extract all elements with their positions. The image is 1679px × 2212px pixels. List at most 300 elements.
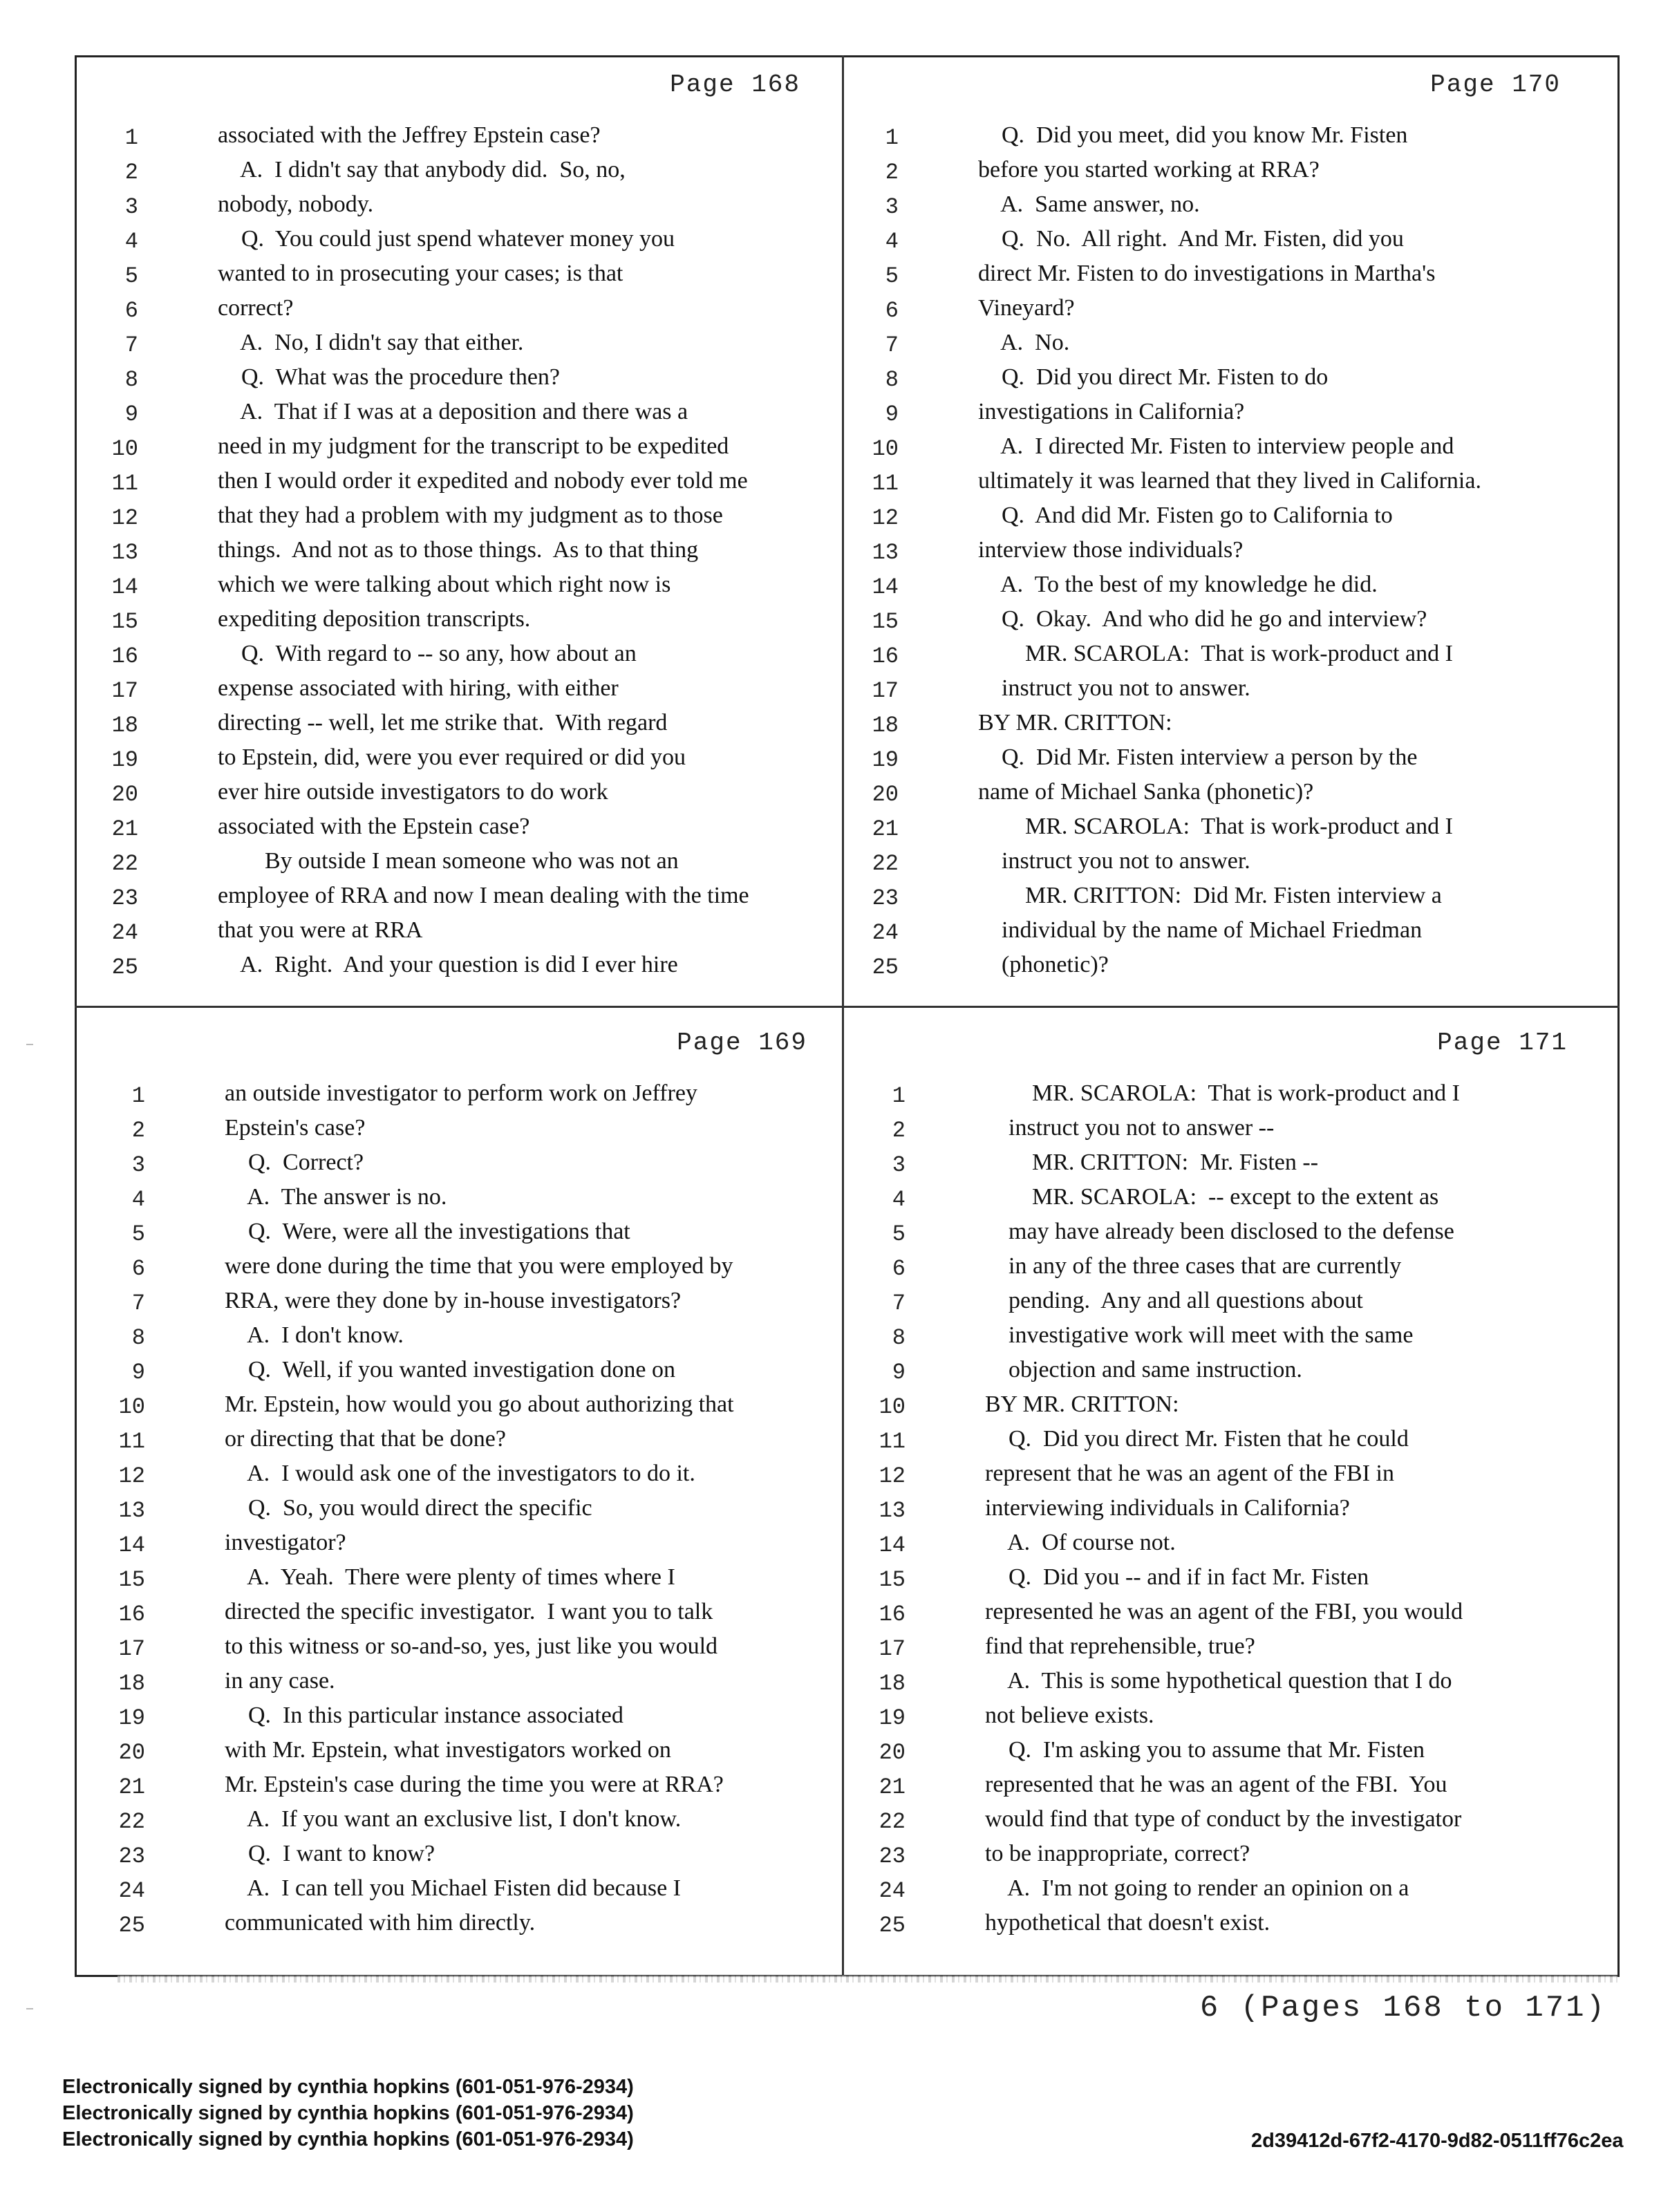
transcript-line: [83, 1703, 836, 1737]
line-text: associated with the Epstein case?: [218, 814, 530, 839]
line-text: Q. Well, if you wanted investigation done on: [225, 1357, 675, 1382]
transcript-line: [76, 606, 829, 641]
transcript-line: [76, 641, 829, 675]
transcript-line: [836, 399, 1590, 433]
line-number: 5: [892, 1221, 906, 1247]
line-number: 3: [885, 194, 899, 220]
transcript-line: [843, 1080, 1597, 1115]
line-number: 9: [131, 1360, 145, 1385]
line-number: 13: [872, 540, 899, 565]
transcript-line: [83, 1841, 836, 1875]
line-number: 6: [131, 1256, 145, 1282]
line-number: 23: [111, 885, 138, 911]
transcript-page-171: [843, 1015, 1597, 1955]
transcript-line: [836, 157, 1590, 191]
horizontal-divider: [75, 1006, 1620, 1008]
line-text: MR. SCAROLA: That is work-product and I: [978, 641, 1453, 666]
line-number: 24: [872, 920, 899, 946]
transcript-line: [83, 1322, 836, 1357]
line-number: 20: [111, 782, 138, 807]
line-number: 18: [111, 713, 138, 738]
line-text: A. To the best of my knowledge he did.: [978, 572, 1378, 597]
transcript-line: [76, 191, 829, 226]
line-text: A. I would ask one of the investigators to do it.: [225, 1461, 695, 1486]
transcript-line: [76, 917, 829, 952]
transcript-line: [843, 1391, 1597, 1426]
line-list: [83, 1080, 836, 1944]
line-number: 19: [111, 747, 138, 773]
line-text: investigator?: [225, 1530, 346, 1555]
transcript-line: [76, 226, 829, 261]
line-text: employee of RRA and now I mean dealing with the time: [218, 883, 749, 908]
line-text: Mr. Epstein, how would you go about authorizing that: [225, 1391, 734, 1417]
line-text: wanted to in prosecuting your cases; is that: [218, 261, 623, 286]
line-text: associated with the Jeffrey Epstein case?: [218, 122, 601, 148]
transcript-line: [836, 606, 1590, 641]
transcript-line: [843, 1910, 1597, 1944]
line-number: 19: [118, 1705, 145, 1731]
transcript-line: [836, 917, 1590, 952]
line-number: 9: [885, 402, 899, 427]
line-text: would find that type of conduct by the investigator: [985, 1806, 1462, 1832]
line-text: to Epstein, did, were you ever required or did you: [218, 744, 686, 770]
line-text: in any of the three cases that are currently: [985, 1253, 1402, 1279]
line-number: 20: [872, 782, 899, 807]
transcript-line: [76, 814, 829, 848]
line-text: A. I directed Mr. Fisten to interview people and: [978, 433, 1454, 459]
transcript-line: [83, 1668, 836, 1703]
line-text: Q. Okay. And who did he go and interview?: [978, 606, 1427, 632]
line-text: that you were at RRA: [218, 917, 423, 943]
transcript-line: [83, 1633, 836, 1668]
line-text: Q. What was the procedure then?: [218, 364, 561, 390]
line-number: 7: [131, 1291, 145, 1316]
line-number: 8: [131, 1325, 145, 1351]
transcript-line: [83, 1737, 836, 1772]
line-number: 1: [124, 125, 138, 151]
line-text: investigative work will meet with the same: [985, 1322, 1414, 1348]
line-text: instruct you not to answer.: [978, 848, 1250, 874]
transcript-line: [843, 1875, 1597, 1910]
line-number: 9: [892, 1360, 906, 1385]
page-range-footer: 6 (Pages 168 to 171): [1199, 1991, 1606, 2025]
line-text: with Mr. Epstein, what investigators worked on: [225, 1737, 671, 1763]
line-text: A. Of course not.: [985, 1530, 1176, 1555]
transcript-line: [76, 675, 829, 710]
line-text: Q. And did Mr. Fisten go to California to: [978, 503, 1393, 528]
line-number: 19: [872, 747, 899, 773]
line-text: objection and same instruction.: [985, 1357, 1302, 1382]
line-text: Q. You could just spend whatever money you: [218, 226, 675, 252]
transcript-line: [76, 848, 829, 883]
line-number: 17: [879, 1636, 906, 1662]
line-text: Q. Did you -- and if in fact Mr. Fisten: [985, 1564, 1369, 1590]
transcript-line: [83, 1530, 836, 1564]
line-text: interviewing individuals in California?: [985, 1495, 1350, 1521]
line-number: 2: [131, 1118, 145, 1143]
scan-edge-mark: [26, 2008, 33, 2009]
line-list: [836, 122, 1590, 986]
line-number: 24: [118, 1878, 145, 1904]
line-number: 20: [879, 1740, 906, 1765]
line-number: 12: [872, 505, 899, 531]
line-text: to be inappropriate, correct?: [985, 1841, 1250, 1866]
transcript-line: [843, 1564, 1597, 1599]
line-number: 12: [118, 1463, 145, 1489]
transcript-line: [836, 572, 1590, 606]
line-text: Q. I'm asking you to assume that Mr. Fisten: [985, 1737, 1425, 1763]
transcript-line: [843, 1633, 1597, 1668]
line-number: 18: [872, 713, 899, 738]
line-number: 15: [879, 1567, 906, 1593]
line-number: 5: [885, 263, 899, 289]
page-label: Page 171: [1437, 1029, 1568, 1057]
line-text: directing -- well, let me strike that. With regard: [218, 710, 668, 735]
line-number: 14: [879, 1533, 906, 1558]
page-label: Page 170: [1430, 71, 1561, 99]
transcript-line: [83, 1772, 836, 1806]
transcript-line: [836, 848, 1590, 883]
transcript-line: [836, 503, 1590, 537]
line-text: Q. Correct?: [225, 1150, 364, 1175]
line-text: instruct you not to answer.: [978, 675, 1250, 701]
line-text: need in my judgment for the transcript to be expedited: [218, 433, 729, 459]
transcript-page-168: [76, 57, 829, 997]
transcript-line: [843, 1150, 1597, 1184]
transcript-line: [76, 503, 829, 537]
line-number: 7: [124, 332, 138, 358]
line-number: 17: [111, 678, 138, 704]
transcript-line: [843, 1772, 1597, 1806]
line-text: represent that he was an agent of the FBI in: [985, 1461, 1394, 1486]
line-number: 18: [118, 1671, 145, 1696]
line-text: expediting deposition transcripts.: [218, 606, 531, 632]
transcript-line: [76, 710, 829, 744]
transcript-line: [836, 364, 1590, 399]
line-number: 2: [124, 160, 138, 185]
transcript-line: [83, 1599, 836, 1633]
transcript-line: [843, 1495, 1597, 1530]
line-number: 25: [872, 955, 899, 980]
transcript-line: [76, 883, 829, 917]
line-text: Q. Were, were all the investigations that: [225, 1219, 630, 1244]
line-number: 6: [124, 298, 138, 324]
line-number: 23: [118, 1844, 145, 1869]
line-text: Epstein's case?: [225, 1115, 366, 1141]
line-number: 13: [879, 1498, 906, 1524]
line-number: 1: [131, 1083, 145, 1109]
line-text: A. That if I was at a deposition and there was a: [218, 399, 688, 424]
line-number: 2: [885, 160, 899, 185]
transcript-line: [83, 1426, 836, 1461]
line-text: ultimately it was learned that they lived in California.: [978, 468, 1481, 494]
line-text: A. I didn't say that anybody did. So, no,: [218, 157, 626, 182]
line-text: A. If you want an exclusive list, I don't know.: [225, 1806, 682, 1832]
line-text: represented that he was an agent of the FBI. You: [985, 1772, 1447, 1797]
transcript-line: [836, 433, 1590, 468]
line-text: A. Same answer, no.: [978, 191, 1200, 217]
line-number: 25: [111, 955, 138, 980]
line-text: MR. SCAROLA: -- except to the extent as: [985, 1184, 1439, 1210]
line-text: things. And not as to those things. As to that thing: [218, 537, 699, 563]
line-number: 7: [885, 332, 899, 358]
transcript-line: [76, 261, 829, 295]
line-text: name of Michael Sanka (phonetic)?: [978, 779, 1314, 805]
transcript-line: [843, 1288, 1597, 1322]
line-number: 15: [111, 609, 138, 635]
transcript-line: [843, 1322, 1597, 1357]
line-text: Q. Did you meet, did you know Mr. Fisten: [978, 122, 1408, 148]
line-text: or directing that that be done?: [225, 1426, 506, 1452]
transcript-line: [836, 122, 1590, 157]
line-text: that they had a problem with my judgment as to those: [218, 503, 723, 528]
transcript-line: [83, 1253, 836, 1288]
line-number: 11: [111, 471, 138, 496]
line-number: 25: [118, 1913, 145, 1938]
transcript-line: [76, 364, 829, 399]
line-number: 17: [118, 1636, 145, 1662]
line-text: not believe exists.: [985, 1703, 1154, 1728]
transcript-line: [836, 744, 1590, 779]
transcript-line: [76, 330, 829, 364]
transcript-line: [843, 1530, 1597, 1564]
line-number: 8: [885, 367, 899, 393]
transcript-line: [76, 399, 829, 433]
document-hash: 2d39412d-67f2-4170-9d82-0511ff76c2ea: [1251, 2130, 1624, 2152]
line-number: 4: [131, 1187, 145, 1212]
line-text: (phonetic)?: [978, 952, 1109, 977]
transcript-line: [83, 1150, 836, 1184]
line-number: 12: [879, 1463, 906, 1489]
line-text: communicated with him directly.: [225, 1910, 536, 1936]
transcript-line: [836, 191, 1590, 226]
line-text: hypothetical that doesn't exist.: [985, 1910, 1270, 1936]
signature-block: [62, 2074, 634, 2153]
line-number: 6: [892, 1256, 906, 1282]
transcript-line: [843, 1253, 1597, 1288]
line-number: 21: [872, 816, 899, 842]
transcript-line: [843, 1184, 1597, 1219]
transcript-line: [843, 1599, 1597, 1633]
transcript-line: [83, 1184, 836, 1219]
line-text: ever hire outside investigators to do work: [218, 779, 608, 805]
transcript-line: [836, 261, 1590, 295]
line-number: 3: [131, 1152, 145, 1178]
line-text: A. Right. And your question is did I ever hire: [218, 952, 678, 977]
transcript-line: [836, 330, 1590, 364]
line-number: 3: [124, 194, 138, 220]
line-text: expense associated with hiring, with either: [218, 675, 619, 701]
line-number: 13: [111, 540, 138, 565]
line-text: A. I'm not going to render an opinion on a: [985, 1875, 1409, 1901]
line-number: 16: [872, 644, 899, 669]
transcript-page-169: [83, 1015, 836, 1955]
line-number: 12: [111, 505, 138, 531]
transcript-line: [83, 1357, 836, 1391]
line-text: Q. In this particular instance associated: [225, 1703, 623, 1728]
transcript-line: [843, 1668, 1597, 1703]
line-number: 22: [118, 1809, 145, 1835]
line-text: may have already been disclosed to the defense: [985, 1219, 1454, 1244]
line-text: MR. CRITTON: Mr. Fisten --: [985, 1150, 1319, 1175]
line-number: 5: [124, 263, 138, 289]
line-number: 10: [872, 436, 899, 462]
transcript-line: [83, 1495, 836, 1530]
line-number: 7: [892, 1291, 906, 1316]
line-text: Q. No. All right. And Mr. Fisten, did you: [978, 226, 1404, 252]
line-text: MR. SCAROLA: That is work-product and I: [985, 1080, 1460, 1106]
line-number: 10: [111, 436, 138, 462]
line-text: BY MR. CRITTON:: [985, 1391, 1179, 1417]
transcript-line: [83, 1080, 836, 1115]
line-text: to this witness or so-and-so, yes, just like you would: [225, 1633, 718, 1659]
line-number: 24: [879, 1878, 906, 1904]
line-number: 9: [124, 402, 138, 427]
line-number: 8: [892, 1325, 906, 1351]
scan-edge-mark: [26, 1044, 33, 1045]
line-number: 4: [892, 1187, 906, 1212]
line-text: instruct you not to answer --: [985, 1115, 1275, 1141]
line-number: 23: [872, 885, 899, 911]
line-text: were done during the time that you were employed by: [225, 1253, 733, 1279]
transcript-line: [836, 226, 1590, 261]
line-number: 3: [892, 1152, 906, 1178]
line-text: pending. Any and all questions about: [985, 1288, 1363, 1313]
transcript-line: [836, 710, 1590, 744]
line-number: 18: [879, 1671, 906, 1696]
line-text: A. Yeah. There were plenty of times where I: [225, 1564, 675, 1590]
line-text: Q. I want to know?: [225, 1841, 435, 1866]
transcript-line: [83, 1564, 836, 1599]
transcript-line: [836, 537, 1590, 572]
line-number: 21: [118, 1774, 145, 1800]
line-number: 17: [872, 678, 899, 704]
transcript-line: [836, 779, 1590, 814]
line-number: 22: [872, 851, 899, 877]
transcript-line: [836, 675, 1590, 710]
line-text: Q. Did Mr. Fisten interview a person by the: [978, 744, 1418, 770]
line-text: A. I don't know.: [225, 1322, 404, 1348]
line-number: 24: [111, 920, 138, 946]
transcript-line: [836, 883, 1590, 917]
line-number: 10: [118, 1394, 145, 1420]
transcript-line: [843, 1219, 1597, 1253]
line-text: individual by the name of Michael Friedman: [978, 917, 1423, 943]
transcript-line: [76, 537, 829, 572]
line-number: 21: [111, 816, 138, 842]
line-number: 22: [111, 851, 138, 877]
line-text: find that reprehensible, true?: [985, 1633, 1255, 1659]
scan-artifact: [118, 1976, 1617, 1983]
line-text: an outside investigator to perform work on Jeffrey: [225, 1080, 697, 1106]
line-number: 13: [118, 1498, 145, 1524]
line-text: RRA, were they done by in-house investigators?: [225, 1288, 682, 1313]
transcript-line: [83, 1115, 836, 1150]
line-text: directed the specific investigator. I want you to talk: [225, 1599, 713, 1624]
line-text: in any case.: [225, 1668, 335, 1694]
line-number: 16: [879, 1602, 906, 1627]
transcript-line: [83, 1875, 836, 1910]
line-text: Q. So, you would direct the specific: [225, 1495, 592, 1521]
line-number: 5: [131, 1221, 145, 1247]
line-text: BY MR. CRITTON:: [978, 710, 1172, 735]
line-number: 15: [872, 609, 899, 635]
line-text: represented he was an agent of the FBI, you would: [985, 1599, 1463, 1624]
line-number: 25: [879, 1913, 906, 1938]
transcript-line: [83, 1806, 836, 1841]
line-number: 10: [879, 1394, 906, 1420]
transcript-line: [843, 1461, 1597, 1495]
line-text: direct Mr. Fisten to do investigations in Martha's: [978, 261, 1436, 286]
line-text: A. No.: [978, 330, 1070, 355]
transcript-line: [76, 433, 829, 468]
transcript-line: [76, 468, 829, 503]
line-number: 11: [879, 1429, 906, 1454]
line-text: A. No, I didn't say that either.: [218, 330, 524, 355]
transcript-line: [76, 744, 829, 779]
line-number: 1: [892, 1083, 906, 1109]
line-text: Vineyard?: [978, 295, 1075, 321]
line-text: MR. SCAROLA: That is work-product and I: [978, 814, 1453, 839]
transcript-line: [76, 157, 829, 191]
line-text: before you started working at RRA?: [978, 157, 1320, 182]
transcript-line: [76, 122, 829, 157]
transcript-line: [836, 641, 1590, 675]
transcript-page-170: [836, 57, 1590, 997]
line-number: 8: [124, 367, 138, 393]
transcript-line: [83, 1288, 836, 1322]
line-text: which we were talking about which right now is: [218, 572, 671, 597]
line-text: A. This is some hypothetical question that I do: [985, 1668, 1452, 1694]
transcript-line: [843, 1806, 1597, 1841]
line-text: investigations in California?: [978, 399, 1245, 424]
line-text: A. The answer is no.: [225, 1184, 447, 1210]
line-text: A. I can tell you Michael Fisten did because I: [225, 1875, 681, 1901]
transcript-line: [76, 779, 829, 814]
line-number: 20: [118, 1740, 145, 1765]
signature-line: Electronically signed by cynthia hopkins (601-051-976-2934): [62, 2102, 634, 2124]
line-number: 16: [118, 1602, 145, 1627]
line-number: 21: [879, 1774, 906, 1800]
transcript-line: [843, 1737, 1597, 1772]
line-number: 15: [118, 1567, 145, 1593]
transcript-line: [836, 952, 1590, 986]
line-text: interview those individuals?: [978, 537, 1244, 563]
line-number: 1: [885, 125, 899, 151]
page-label: Page 169: [677, 1029, 807, 1057]
transcript-line: [83, 1910, 836, 1944]
line-number: 14: [118, 1533, 145, 1558]
line-text: Q. Did you direct Mr. Fisten that he could: [985, 1426, 1409, 1452]
line-number: 11: [118, 1429, 145, 1454]
line-text: Mr. Epstein's case during the time you were at RRA?: [225, 1772, 724, 1797]
line-number: 4: [885, 229, 899, 254]
line-text: MR. CRITTON: Did Mr. Fisten interview a: [978, 883, 1442, 908]
transcript-line: [836, 468, 1590, 503]
line-number: 22: [879, 1809, 906, 1835]
line-list: [76, 122, 829, 986]
line-number: 6: [885, 298, 899, 324]
page-label: Page 168: [670, 71, 800, 99]
line-text: By outside I mean someone who was not an: [218, 848, 679, 874]
line-text: Q. With regard to -- so any, how about an: [218, 641, 637, 666]
line-list: [843, 1080, 1597, 1944]
line-number: 2: [892, 1118, 906, 1143]
line-text: Q. Did you direct Mr. Fisten to do: [978, 364, 1329, 390]
line-text: nobody, nobody.: [218, 191, 374, 217]
line-number: 14: [111, 574, 138, 600]
transcript-line: [843, 1426, 1597, 1461]
